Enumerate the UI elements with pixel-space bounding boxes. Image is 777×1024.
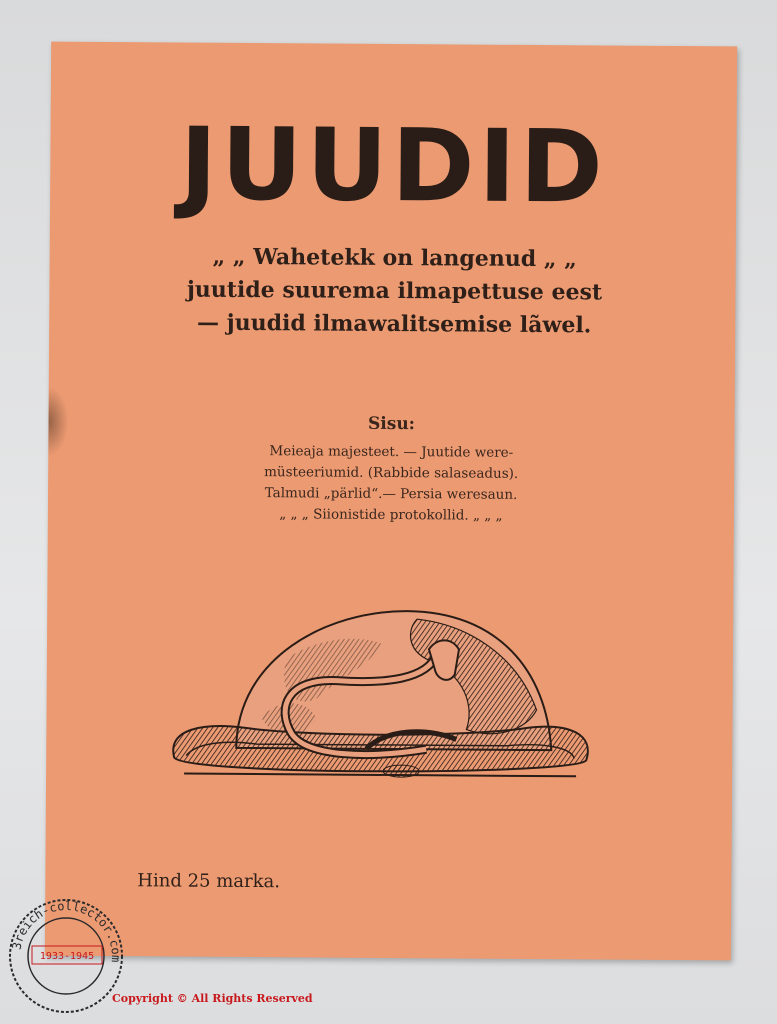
copyright-notice: Copyright © All Rights Reserved [112,992,313,1005]
contents-list [148,440,635,527]
contents-line: Meieaja majesteet. — Juutide were- [269,443,514,461]
contents-line: müsteeriumid. (Rabbide salaseadus). [264,464,519,482]
cover-subtitle [129,240,660,343]
contents-line: „ „ „ Siionistide protokollid. „ „ „ [279,506,503,524]
subtitle-line: „ „ Wahetekk on langenud „ „ [212,243,577,273]
booklet-cover [45,42,737,961]
subtitle-line: — juudid ilmawalitsemise lãwel. [196,309,592,339]
subtitle-line: juutide suurema ilmapettuse eest [186,276,603,306]
price-label: Hind 25 marka. [137,870,281,893]
watermark-stamp-icon [6,896,126,1016]
stamp-years-text: 1933-1945 [39,951,95,962]
contents-line: Talmudi „pärlid“.— Persia weresaun. [264,485,518,503]
stamp-site-text: 3reich-collector.com [9,898,124,963]
cover-title: JUUDID [179,105,608,226]
cover-illustration [166,597,597,785]
contents-heading: Sisu: [367,413,416,435]
